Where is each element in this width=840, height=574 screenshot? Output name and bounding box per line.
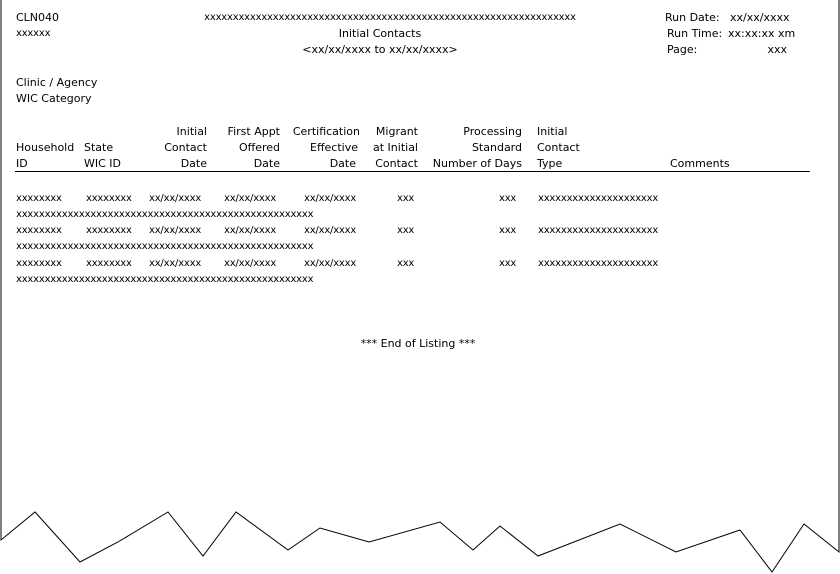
col-migrant-line3: Contact xyxy=(375,157,418,170)
col-migrant-line2: at Initial xyxy=(373,141,418,154)
clinic-agency-label: Clinic / Agency xyxy=(16,76,98,89)
col-initial-contact-line3: Date xyxy=(180,157,207,170)
page-label: Page: xyxy=(667,43,698,56)
migrant-cell: xxx xyxy=(397,193,415,204)
col-certification-line1: Certification xyxy=(292,125,360,138)
contact-type-cell: xxxxxxxxxxxxxxxxxxxxx xyxy=(538,193,659,204)
col-contact-type-line1: Initial xyxy=(537,125,568,138)
col-certification-line3: Date xyxy=(329,157,356,170)
run-date-value: xx/xx/xxxx xyxy=(730,11,790,24)
col-processing-line1: Processing xyxy=(463,125,522,138)
contact-type-cell: xxxxxxxxxxxxxxxxxxxxx xyxy=(538,258,659,269)
comment-cell: xxxxxxxxxxxxxxxxxxxxxxxxxxxxxxxxxxxxxxxxxxxxxxxxxxxx xyxy=(16,241,314,252)
col-household-line2: ID xyxy=(16,157,28,170)
col-initial-contact-line2: Contact xyxy=(164,141,207,154)
state-wic-id-cell: xxxxxxxx xyxy=(86,258,132,269)
report-title: Initial Contacts xyxy=(338,27,422,40)
report-id: CLN040 xyxy=(16,11,60,24)
col-contact-type-line2: Contact xyxy=(537,141,580,154)
cert-effective-date-cell: xx/xx/xxxx xyxy=(304,193,357,204)
migrant-cell: xxx xyxy=(397,258,415,269)
col-initial-contact-line1: Initial xyxy=(176,125,207,138)
col-first-appt-line1: First Appt xyxy=(227,125,280,138)
end-of-listing: *** End of Listing *** xyxy=(360,337,476,350)
wic-category-label: WIC Category xyxy=(16,92,92,105)
migrant-cell: xxx xyxy=(397,225,415,236)
col-state-line1: State xyxy=(84,141,114,154)
col-state-line2: WIC ID xyxy=(84,157,122,170)
col-first-appt-line2: Offered xyxy=(238,141,280,154)
run-date-label: Run Date: xyxy=(665,11,720,24)
cert-effective-date-cell: xx/xx/xxxx xyxy=(304,258,357,269)
col-migrant-line1: Migrant xyxy=(375,125,418,138)
organization-name: xxxxxxxxxxxxxxxxxxxxxxxxxxxxxxxxxxxxxxxxxxxxxxxxxxxxxxxxxxxxxxxxx xyxy=(204,12,576,23)
first-appt-date-cell: xx/xx/xxxx xyxy=(224,258,277,269)
household-id-cell: xxxxxxxx xyxy=(16,225,62,236)
first-appt-date-cell: xx/xx/xxxx xyxy=(224,225,277,236)
col-processing-line3: Number of Days xyxy=(432,157,522,170)
initial-contact-date-cell: xx/xx/xxxx xyxy=(149,193,202,204)
initial-contact-date-cell: xx/xx/xxxx xyxy=(149,258,202,269)
col-contact-type-line3: Type xyxy=(537,157,563,170)
header-divider xyxy=(15,171,810,172)
col-first-appt-line3: Date xyxy=(253,157,280,170)
report-sub-id: xxxxxx xyxy=(16,28,51,39)
processing-days-cell: xxx xyxy=(499,193,517,204)
col-household-line1: Household xyxy=(16,141,75,154)
cert-effective-date-cell: xx/xx/xxxx xyxy=(304,225,357,236)
col-processing-line2: Standard xyxy=(471,141,522,154)
household-id-cell: xxxxxxxx xyxy=(16,193,62,204)
processing-days-cell: xxx xyxy=(499,258,517,269)
state-wic-id-cell: xxxxxxxx xyxy=(86,193,132,204)
initial-contact-date-cell: xx/xx/xxxx xyxy=(149,225,202,236)
processing-days-cell: xxx xyxy=(499,225,517,236)
run-time-label: Run Time: xyxy=(667,27,723,40)
contact-type-cell: xxxxxxxxxxxxxxxxxxxxx xyxy=(538,225,659,236)
household-id-cell: xxxxxxxx xyxy=(16,258,62,269)
first-appt-date-cell: xx/xx/xxxx xyxy=(224,193,277,204)
report-date-range: <xx/xx/xxxx to xx/xx/xxxx> xyxy=(302,43,458,56)
comment-cell: xxxxxxxxxxxxxxxxxxxxxxxxxxxxxxxxxxxxxxxxxxxxxxxxxxxx xyxy=(16,209,314,220)
state-wic-id-cell: xxxxxxxx xyxy=(86,225,132,236)
col-comments: Comments xyxy=(670,157,730,170)
run-time-value: xx:xx:xx xm xyxy=(728,27,796,40)
page-number: xxx xyxy=(767,43,787,56)
col-certification-line2: Effective xyxy=(310,141,358,154)
comment-cell: xxxxxxxxxxxxxxxxxxxxxxxxxxxxxxxxxxxxxxxxxxxxxxxxxxxx xyxy=(16,274,314,285)
